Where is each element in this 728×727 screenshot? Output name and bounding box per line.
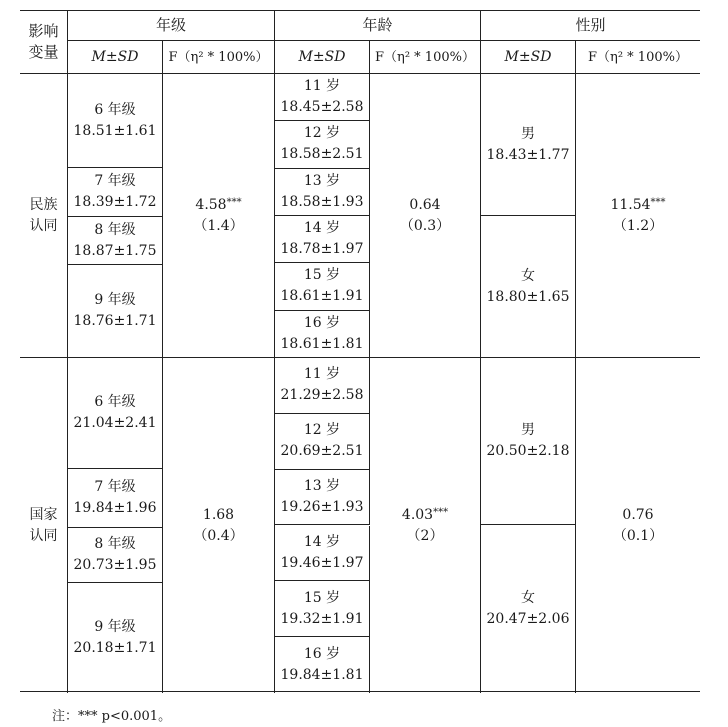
national-grade-row bbox=[68, 358, 163, 469]
national-grade-row bbox=[68, 583, 163, 693]
national-grade-f bbox=[163, 358, 275, 693]
ethnic-grade-label: 6 年级 bbox=[94, 101, 136, 118]
ethnic-age-row bbox=[275, 121, 370, 168]
ethnic-gender-msd: 18.43±1.77 bbox=[486, 146, 570, 163]
ethnic-gender-label: 女 bbox=[521, 267, 535, 284]
ethnic-gender-row bbox=[481, 74, 576, 216]
ethnic-grade-row bbox=[68, 217, 163, 265]
ethnic-age-label: 15 岁 bbox=[303, 267, 341, 284]
national-grade-row bbox=[68, 469, 163, 528]
ethnic-age-msd: 18.61±1.81 bbox=[280, 335, 364, 352]
national-age-label: 12 岁 bbox=[303, 422, 341, 439]
national-gender-msd: 20.50±2.18 bbox=[486, 443, 570, 459]
national-gender-msd: 20.47±2.06 bbox=[486, 611, 570, 627]
national-age-f-value bbox=[402, 505, 448, 526]
national-gender-row bbox=[481, 525, 576, 693]
national-grade-row bbox=[68, 528, 163, 583]
header-msd-label: M±SD bbox=[298, 48, 346, 65]
national-label-line: 国家 bbox=[29, 506, 58, 523]
header-grade-msd bbox=[68, 41, 163, 74]
national-age-eta-value: （2） bbox=[406, 527, 444, 544]
ethnic-gender-significance-stars: *** bbox=[650, 196, 666, 208]
national-age-msd: 19.26±1.93 bbox=[280, 499, 364, 516]
national-gender-eta-value: （0.1） bbox=[612, 527, 664, 544]
header-grade bbox=[68, 11, 275, 41]
ethnic-age-row bbox=[275, 263, 370, 310]
national-age-row bbox=[275, 581, 370, 637]
ethnic-gender-f-value bbox=[610, 195, 665, 216]
ethnic-grade-msd: 18.76±1.71 bbox=[73, 313, 157, 329]
table-note: 注：*** p<0.001。 bbox=[52, 709, 172, 724]
ethnic-grade-significance-stars: *** bbox=[226, 196, 242, 208]
header-grade-label: 年级 bbox=[155, 16, 186, 34]
ethnic-age-label: 16 岁 bbox=[303, 314, 341, 331]
ethnic-gender-label: 男 bbox=[521, 125, 535, 142]
national-grade-f-value bbox=[203, 505, 234, 526]
ethnic-gender-f bbox=[576, 74, 700, 358]
header-f-label: F（η² * 100%） bbox=[375, 49, 475, 65]
ethnic-age-msd: 18.78±1.97 bbox=[280, 241, 364, 258]
ethnic-age-f-value bbox=[409, 195, 440, 216]
header-grade-f bbox=[163, 41, 275, 74]
ethnic-age-msd: 18.45±2.58 bbox=[280, 99, 364, 116]
national-age-msd: 19.46±1.97 bbox=[280, 554, 364, 571]
header-gender-msd bbox=[481, 41, 576, 74]
national-grade-f-number: 1.68 bbox=[202, 506, 235, 523]
ethnic-grade-row bbox=[68, 168, 163, 217]
national-label-line: 认同 bbox=[29, 527, 58, 544]
ethnic-age-f-number: 0.64 bbox=[409, 196, 441, 213]
ethnic-grade-f-number: 4.58 bbox=[195, 196, 227, 213]
national-gender-f-number: 0.76 bbox=[622, 506, 654, 523]
national-age-label: 15 岁 bbox=[303, 589, 341, 606]
ethnic-age-row bbox=[275, 311, 370, 358]
national-gender-label: 男 bbox=[521, 422, 535, 438]
header-gender bbox=[481, 11, 700, 41]
national-age-row bbox=[275, 358, 370, 414]
national-gender-label: 女 bbox=[521, 590, 535, 606]
national-grade-eta-value: （0.4） bbox=[193, 527, 244, 544]
ethnic-age-label: 11 岁 bbox=[303, 78, 341, 95]
national-age-msd: 19.84±1.81 bbox=[280, 667, 364, 684]
header-msd-label: M±SD bbox=[504, 48, 552, 65]
results-table bbox=[20, 10, 700, 692]
national-age-row bbox=[275, 637, 370, 693]
header-variable-line: 变量 bbox=[28, 43, 59, 61]
ethnic-label-line: 民族 bbox=[29, 196, 58, 213]
ethnic-grade-f-value bbox=[195, 195, 241, 216]
national-age-row bbox=[275, 414, 370, 470]
national-label bbox=[20, 358, 68, 693]
header-age-msd bbox=[275, 41, 370, 74]
national-grade-label: 7 年级 bbox=[94, 479, 136, 495]
header-f-label: F（η² * 100%） bbox=[588, 49, 688, 65]
ethnic-age-eta-value: （0.3） bbox=[399, 217, 451, 234]
header-variable bbox=[20, 11, 68, 74]
national-age-significance-stars: *** bbox=[433, 506, 449, 518]
ethnic-grade-msd: 18.87±1.75 bbox=[73, 242, 157, 259]
national-gender-row bbox=[481, 358, 576, 525]
ethnic-grade-label: 7 年级 bbox=[94, 173, 136, 189]
ethnic-grade-msd: 18.51±1.61 bbox=[73, 122, 157, 139]
national-grade-msd: 20.73±1.95 bbox=[73, 557, 157, 573]
national-age-label: 14 岁 bbox=[303, 533, 341, 550]
national-age-label: 13 岁 bbox=[303, 478, 341, 495]
ethnic-age-f bbox=[370, 74, 481, 358]
ethnic-age-row bbox=[275, 74, 370, 121]
national-gender-f-value bbox=[622, 505, 653, 526]
national-grade-label: 9 年级 bbox=[94, 619, 136, 635]
national-grade-msd: 19.84±1.96 bbox=[73, 500, 157, 516]
ethnic-age-label: 13 岁 bbox=[303, 172, 341, 189]
ethnic-gender-f-number: 11.54 bbox=[610, 196, 651, 213]
ethnic-grade-msd: 18.39±1.72 bbox=[73, 194, 157, 210]
ethnic-age-label: 14 岁 bbox=[303, 220, 341, 237]
ethnic-grade-eta-value: （1.4） bbox=[193, 217, 244, 234]
ethnic-grade-f bbox=[163, 74, 275, 358]
ethnic-age-row bbox=[275, 169, 370, 216]
ethnic-label bbox=[20, 74, 68, 358]
ethnic-gender-msd: 18.80±1.65 bbox=[486, 288, 570, 305]
national-age-row bbox=[275, 526, 370, 582]
ethnic-label-line: 认同 bbox=[29, 217, 58, 234]
ethnic-grade-row bbox=[68, 74, 163, 168]
ethnic-age-msd: 18.61±1.91 bbox=[280, 288, 364, 305]
national-age-msd: 19.32±1.91 bbox=[280, 610, 364, 627]
ethnic-grade-row bbox=[68, 265, 163, 358]
ethnic-age-msd: 18.58±2.51 bbox=[280, 146, 364, 163]
national-age-msd: 20.69±2.51 bbox=[280, 443, 364, 460]
ethnic-gender-eta-value: （1.2） bbox=[612, 217, 664, 234]
header-msd-label: M±SD bbox=[91, 48, 139, 65]
header-age-f bbox=[370, 41, 481, 74]
national-grade-label: 8 年级 bbox=[94, 536, 136, 552]
national-grade-label: 6 年级 bbox=[94, 394, 136, 410]
ethnic-grade-label: 8 年级 bbox=[94, 221, 136, 238]
national-age-msd: 21.29±2.58 bbox=[280, 387, 364, 404]
national-age-label: 11 岁 bbox=[303, 366, 341, 383]
national-age-f-number: 4.03 bbox=[401, 506, 434, 523]
ethnic-age-row bbox=[275, 216, 370, 263]
header-age bbox=[275, 11, 481, 41]
national-age-label: 16 岁 bbox=[303, 646, 341, 663]
header-variable-line: 影响 bbox=[28, 22, 59, 40]
ethnic-grade-label: 9 年级 bbox=[94, 292, 136, 308]
national-age-f bbox=[370, 358, 481, 693]
ethnic-gender-row bbox=[481, 216, 576, 358]
header-f-label: F（η² * 100%） bbox=[168, 49, 269, 65]
national-age-row bbox=[275, 470, 370, 526]
header-gender-label: 性别 bbox=[575, 16, 606, 34]
header-gender-f bbox=[576, 41, 700, 74]
national-grade-msd: 21.04±2.41 bbox=[73, 415, 157, 431]
ethnic-age-msd: 18.58±1.93 bbox=[280, 193, 364, 210]
ethnic-age-label: 12 岁 bbox=[303, 125, 341, 142]
national-gender-f bbox=[576, 358, 700, 693]
header-age-label: 年龄 bbox=[362, 16, 393, 34]
national-grade-msd: 20.18±1.71 bbox=[73, 640, 157, 656]
